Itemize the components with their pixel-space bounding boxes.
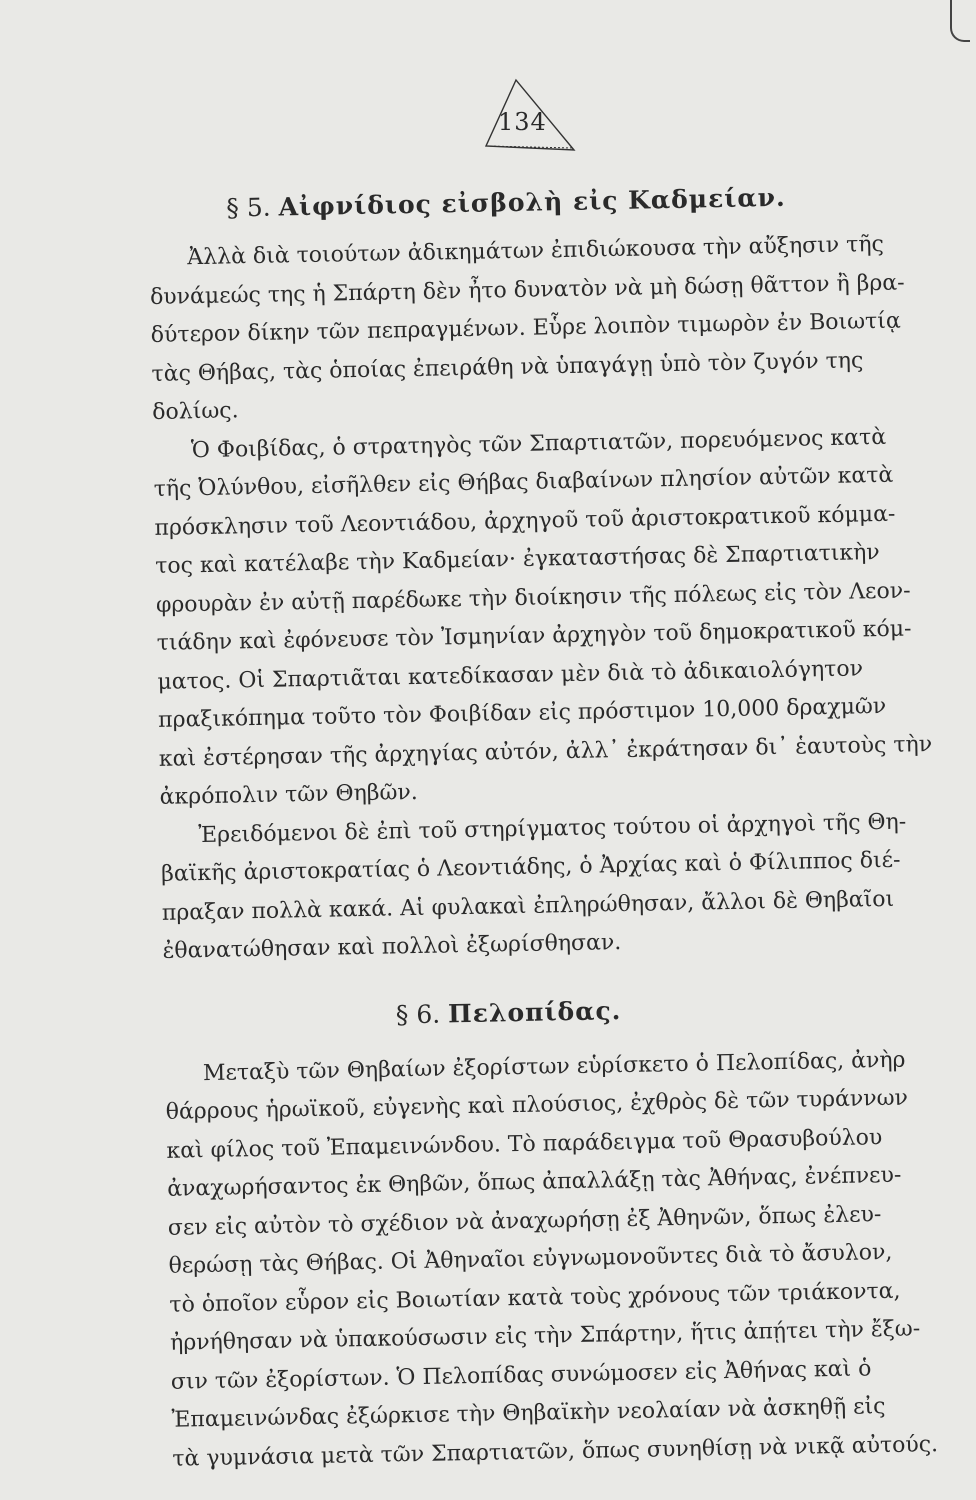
text-line: ἀκρόπολιν τῶν Θηβῶν. (159, 779, 419, 810)
text-line: ματος. Οἱ Σπαρτιᾶται κατεδίκασαν μὲν διὰ τὸ ἀδικαιολόγητον (157, 655, 864, 695)
text-line: Ἐπαμεινώνδας ἐξώρκισε τὴν Θηβαϊκὴν νεολαίαν νὰ ἀσκηθῇ εἰς (171, 1394, 886, 1433)
text-line: ἐθανατώθησαν καὶ πολλοὶ ἐξωρίσθησαν. (162, 930, 622, 964)
section-6-heading (395, 985, 924, 1035)
text-line: τῆς Ὀλύνθου, εἰσῆλθεν εἰς Θήβας διαβαίνων πλησίον αὐτῶν κατὰ (153, 462, 894, 502)
page-number: 134 (498, 108, 547, 136)
text-line: τὰς Θήβας, τὰς ὁποίας ἐπειράθη νὰ ὑπαγάγῃ ὑπὸ τὸν ζυγόν της (151, 347, 864, 387)
text-line: σεν εἰς αὐτὸν τὸ σχέδιον νὰ ἀναχωρήσῃ ἐξ Ἀθηνῶν, ὅπως ἐλευ- (167, 1201, 882, 1241)
text-line: Ὁ Φοιβίδας, ὁ στρατηγὸς τῶν Σπαρτιατῶν, πορευόμενος κατὰ (190, 424, 887, 463)
section-5-sign: § 5. (226, 192, 271, 223)
section-5-paragraph-3 (160, 803, 923, 972)
section-6-title: Πελοπίδας. (447, 995, 622, 1028)
text-line: θερώσῃ τὰς Θήβας. Οἱ Ἀθηναῖοι εὐγνωμονοῦντες διὰ τὸ ἄσυλον, (168, 1239, 893, 1279)
text-line: δύτερον δίκην τῶν πεπραγμένων. Εὗρε λοιπὸν τιμωρὸν ἐν Βοιωτίᾳ (150, 308, 901, 348)
text-line: τὰ γυμνάσια μετὰ τῶν Σπαρτιατῶν, ὅπως συνηθίσῃ νὰ νικᾷ αὐτούς. (172, 1431, 939, 1472)
text-line: καὶ φίλος τοῦ Ἐπαμεινώνδου. Τὸ παράδειγμα τοῦ Θρασυβούλου (166, 1124, 883, 1164)
text-line: δολίως. (152, 398, 239, 425)
text-line: πραξαν πολλὰ κακά. Αἱ φυλακαὶ ἐπληρώθησαν, ἄλλοι δὲ Θηβαῖοι (161, 886, 895, 926)
text-line: φρουρὰν ἐν αὐτῇ παρέδωκε τὴν διοίκησιν τῆς πόλεως εἰς τὸν Λεον- (155, 577, 911, 618)
text-line: τιάδην καὶ ἐφόνευσε τὸν Ἰσμηνίαν ἀρχηγὸν τοῦ δημοκρατικοῦ κόμ- (156, 616, 912, 656)
section-5-paragraph-1 (149, 225, 913, 432)
text-line: τος καὶ κατέλαβε τὴν Καδμείαν· ἐγκαταστήσας δὲ Σπαρτιατικὴν (154, 540, 880, 579)
text-line: Μεταξὺ τῶν Θηβαίων ἐξορίστων εὑρίσκετο ὁ Πελοπίδας, ἀνὴρ (202, 1047, 906, 1086)
page-number-ornament (468, 76, 578, 152)
text-line: Ἐρειδόμενοι δὲ ἐπὶ τοῦ στηρίγματος τούτου οἱ ἀρχηγοὶ τῆς Θη- (198, 809, 907, 848)
text-body (148, 175, 939, 1478)
text-line: ἀναχωρήσαντος ἐκ Θηβῶν, ὅπως ἀπαλλάξῃ τὰς Ἀθήνας, ἐνέπνευ- (166, 1162, 902, 1202)
text-line: Ἀλλὰ διὰ τοιούτων ἀδικημάτων ἐπιδιώκουσα τὴν αὔξησιν τῆς (187, 231, 885, 271)
text-line: πρόσκλησιν τοῦ Λεοντιάδου, ἀρχηγοῦ τοῦ ἀριστοκρατικοῦ κόμμα- (154, 501, 896, 541)
section-5-paragraph-2 (153, 418, 933, 818)
section-6-paragraph-1 (165, 1041, 939, 1479)
text-line: ἠρνήθησαν νὰ ὑπακούσωσιν εἰς τὴν Σπάρτην, ἥτις ἀπῄτει τὴν ἔξω- (169, 1316, 921, 1356)
text-line: τὸ ὁποῖον εὗρον εἰς Βοιωτίαν κατὰ τοὺς χρόνους τῶν τριάκοντα, (169, 1278, 901, 1318)
text-line: σιν τῶν ἐξορίστων. Ὁ Πελοπίδας συνώμοσεν εἰς Ἀθήνας καὶ ὁ (170, 1355, 872, 1395)
section-6-sign: § 6. (395, 999, 441, 1029)
section-5-heading (226, 175, 909, 228)
text-line: πραξικόπημα τοῦτο τὸν Φοιβίδαν εἰς πρόστιμον 10,000 δραχμῶν (157, 693, 887, 733)
text-line: καὶ ἐστέρησαν τῆς ἀρχηγίας αὐτόν, ἀλλ᾽ ἐκράτησαν δι᾽ ἑαυτοὺς τὴν (158, 731, 933, 772)
binding-edge-mark (950, 0, 970, 42)
text-line: δυνάμεώς της ἡ Σπάρτη δὲν ἦτο δυνατὸν νὰ μὴ δώσῃ θᾶττον ἢ βρα- (149, 269, 905, 310)
section-5-title: Αἰφνίδιος εἰσβολὴ εἰς Καδμείαν. (278, 182, 786, 222)
text-line: βαϊκῆς ἀριστοκρατίας ὁ Λεοντιάδης, ὁ Ἀρχίας καὶ ὁ Φίλιππος διέ- (160, 847, 901, 887)
text-line: θάρρους ἡρωϊκοῦ, εὐγενὴς καὶ πλούσιος, ἐχθρὸς δὲ τῶν τυράννων (165, 1085, 909, 1125)
